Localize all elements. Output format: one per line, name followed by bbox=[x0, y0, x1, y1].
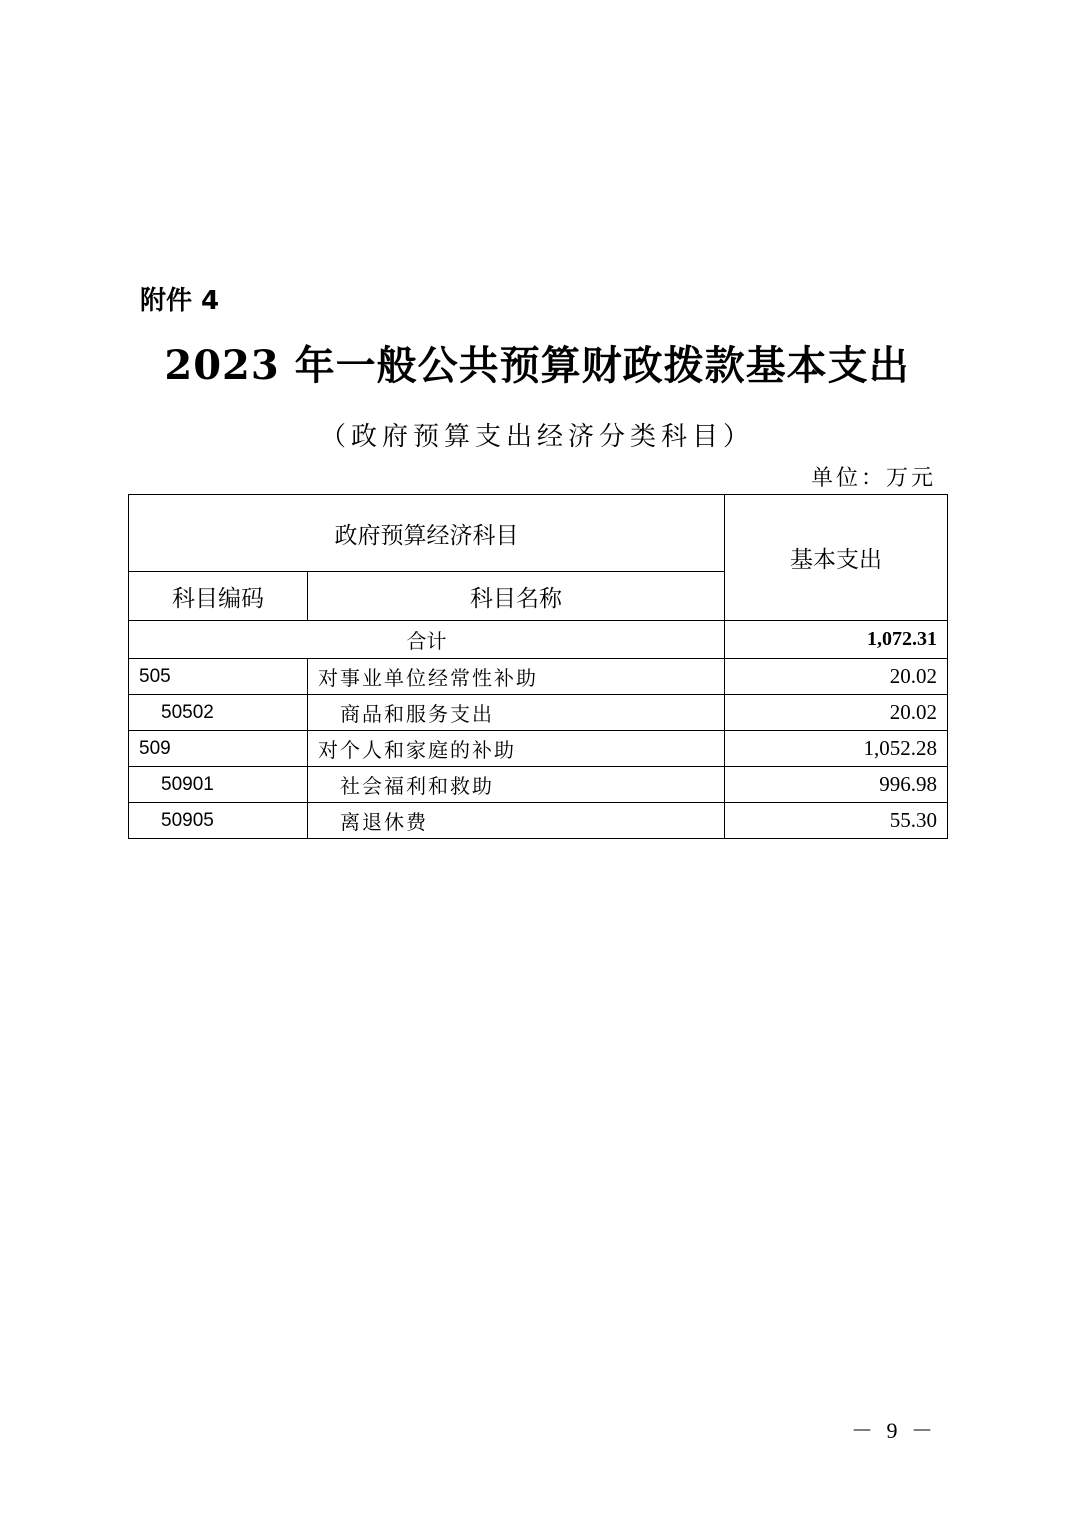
row-value: 1,052.28 bbox=[725, 731, 948, 767]
code-column-header: 科目编码 bbox=[129, 572, 308, 621]
row-name: 商品和服务支出 bbox=[308, 695, 725, 731]
total-label: 合计 bbox=[129, 621, 725, 659]
row-name: 社会福利和救助 bbox=[308, 767, 725, 803]
row-code: 50502 bbox=[129, 695, 308, 731]
document-title: 2023 年一般公共预算财政拨款基本支出 bbox=[164, 342, 910, 389]
total-value: 1,072.31 bbox=[725, 621, 948, 659]
group-header: 政府预算经济科目 bbox=[129, 495, 725, 572]
page-number: － 9 － bbox=[850, 1418, 937, 1443]
table-header-row bbox=[129, 495, 948, 572]
row-code: 505 bbox=[129, 659, 308, 695]
table-row bbox=[129, 659, 948, 695]
name-column-header: 科目名称 bbox=[308, 572, 725, 621]
table-row bbox=[129, 731, 948, 767]
row-value: 20.02 bbox=[725, 695, 948, 731]
row-name: 对事业单位经常性补助 bbox=[308, 659, 725, 695]
value-column-header: 基本支出 bbox=[725, 495, 948, 621]
row-value: 20.02 bbox=[725, 659, 948, 695]
table-row bbox=[129, 803, 948, 839]
row-code: 50901 bbox=[129, 767, 308, 803]
row-code: 50905 bbox=[129, 803, 308, 839]
attachment-label: 附件 4 bbox=[140, 286, 220, 316]
row-name: 对个人和家庭的补助 bbox=[308, 731, 725, 767]
total-row bbox=[129, 621, 948, 659]
row-value: 996.98 bbox=[725, 767, 948, 803]
row-name: 离退休费 bbox=[308, 803, 725, 839]
row-value: 55.30 bbox=[725, 803, 948, 839]
budget-table bbox=[128, 494, 948, 839]
document-subtitle: （政府预算支出经济分类科目） bbox=[319, 422, 754, 452]
table-row bbox=[129, 767, 948, 803]
row-code: 509 bbox=[129, 731, 308, 767]
unit-label: 单位：万元 bbox=[810, 466, 936, 491]
table-row bbox=[129, 695, 948, 731]
